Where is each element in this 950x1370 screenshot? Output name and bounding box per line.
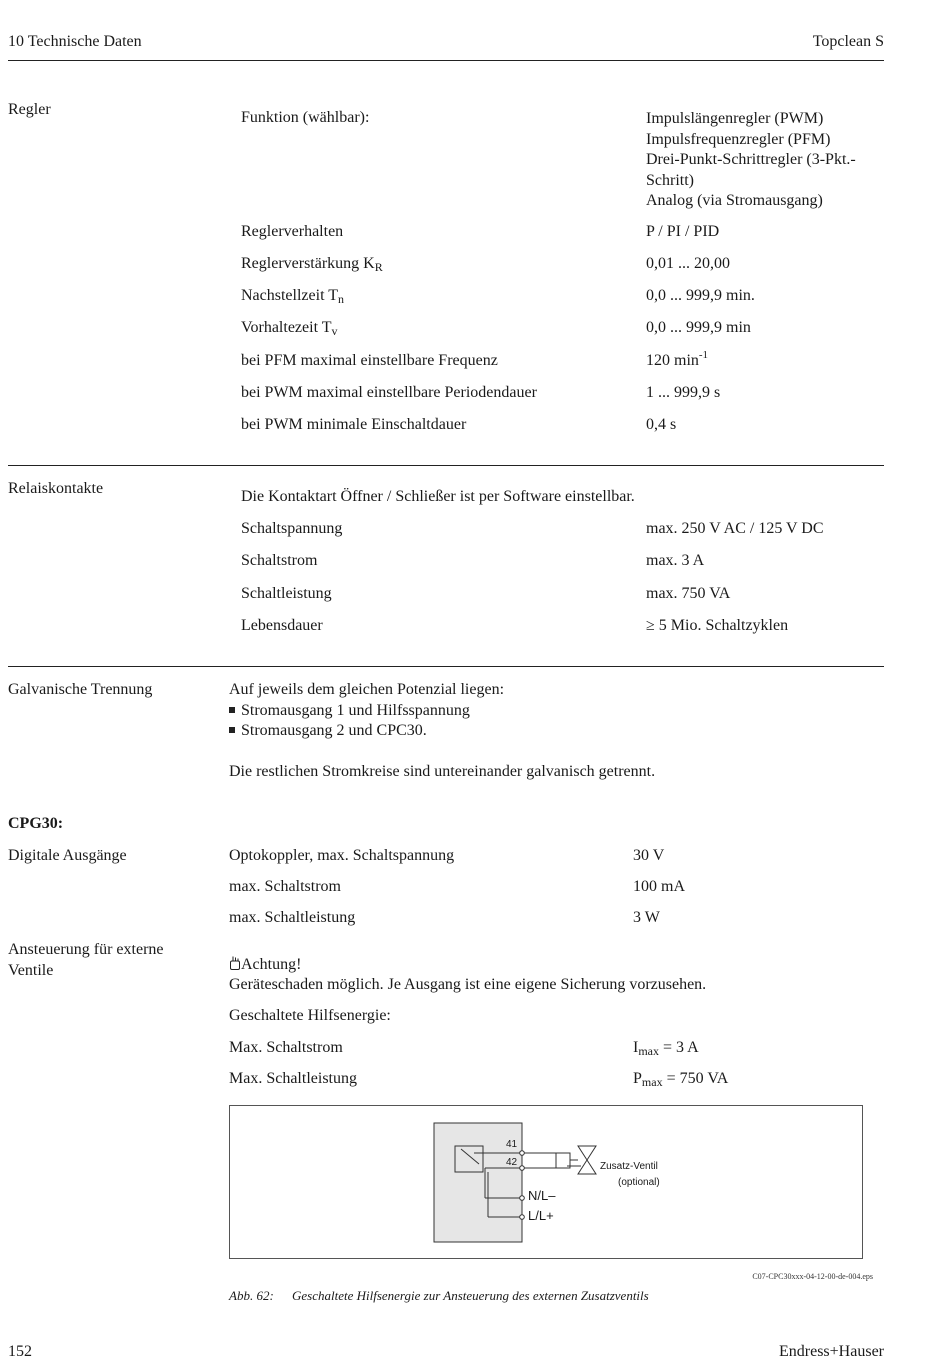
terminal-ll xyxy=(520,1215,525,1220)
regler-row-value: P / PI / PID xyxy=(646,223,720,240)
terminal-nl xyxy=(520,1196,525,1201)
figure-caption-number: Abb. 62: xyxy=(229,1288,274,1303)
hilfs-row-value xyxy=(633,1039,699,1057)
cpg30-digital-title: Digitale Ausgänge xyxy=(8,847,127,864)
cpg30-digital-label: max. Schaltstrom xyxy=(229,878,341,895)
relais-intro: Die Kontaktart Öffner / Schließer ist per Software einstellbar. xyxy=(241,488,635,505)
wiring-figure xyxy=(229,1105,863,1259)
regler-row-value: 0,01 ... 20,00 xyxy=(646,255,730,272)
galvanisch-bullet-text: Stromausgang 2 und CPC30. xyxy=(241,722,427,739)
hilfs-row-symbol: P xyxy=(633,1070,642,1087)
section-galvanisch-title: Galvanische Trennung xyxy=(8,681,153,698)
terminal-42 xyxy=(520,1166,525,1171)
section-relais-title: Relaiskontakte xyxy=(8,480,104,497)
galvanisch-intro: Auf jeweils dem gleichen Potenzial liegen: xyxy=(229,681,505,698)
relais-row-label: Schaltstrom xyxy=(241,552,318,569)
section-regler-title: Regler xyxy=(8,101,51,118)
terminal-42-label: 42 xyxy=(506,1157,518,1168)
relais-row-value: ≥ 5 Mio. Schaltzyklen xyxy=(646,617,789,634)
regler-row-label-text: Reglerverstärkung K xyxy=(241,255,375,272)
cpg30-digital-value: 100 mA xyxy=(633,878,685,895)
footer-brand: Endress+Hauser xyxy=(779,1343,884,1360)
relais-row-value: max. 3 A xyxy=(646,552,705,569)
regler-row-label: Reglerverhalten xyxy=(241,223,344,240)
regler-row-label-sub: R xyxy=(374,260,383,274)
terminal-ll-label: L/L+ xyxy=(528,1208,554,1223)
warning-title: Achtung! xyxy=(241,956,302,973)
relay-switch-box xyxy=(455,1146,483,1172)
section-rule xyxy=(8,666,884,667)
regler-row-label-text: Nachstellzeit T xyxy=(241,287,338,304)
footer-page-number: 152 xyxy=(8,1343,32,1360)
cpg30-ansteuerung-title: Ansteuerung für externe xyxy=(8,941,164,958)
warning-text: Geräteschaden möglich. Je Ausgang ist eine eigene Sicherung vorzusehen. xyxy=(229,976,707,993)
hilfs-row-sub: max xyxy=(641,1075,663,1089)
regler-funktion-value: Drei-Punkt-Schrittregler (3-Pkt.- xyxy=(646,151,856,168)
terminal-nl-label: N/L– xyxy=(528,1188,556,1203)
regler-row-label: bei PFM maximal einstellbare Frequenz xyxy=(241,352,498,369)
regler-row-label: bei PWM minimale Einschaltdauer xyxy=(241,416,467,433)
regler-funktion-label: Funktion (wählbar): xyxy=(241,109,370,126)
hilfs-row-value-text: = 3 A xyxy=(659,1039,699,1056)
regler-row-value-sup: -1 xyxy=(698,349,709,361)
regler-funktion-value: Impulslängenregler (PWM) xyxy=(646,110,824,127)
wiring-diagram xyxy=(230,1106,862,1258)
figure-caption-text: Geschaltete Hilfsenergie zur Ansteuerung des externen Zusatzventils xyxy=(292,1288,649,1303)
regler-row-value: 0,0 ... 999,9 min. xyxy=(646,287,755,304)
regler-row-label xyxy=(241,319,338,337)
hilfs-row-label: Max. Schaltstrom xyxy=(229,1039,343,1056)
regler-row-value: 0,0 ... 999,9 min xyxy=(646,319,751,336)
relais-row-label: Schaltleistung xyxy=(241,585,332,602)
cpg30-digital-label: max. Schaltleistung xyxy=(229,909,356,926)
galvanisch-bullet-text: Stromausgang 1 und Hilfsspannung xyxy=(241,702,470,719)
hilfs-row-value-text: = 750 VA xyxy=(662,1070,729,1087)
cpg30-digital-label: Optokoppler, max. Schaltspannung xyxy=(229,847,455,864)
regler-row-label-text: Vorhaltezeit T xyxy=(241,319,332,336)
regler-row-value: 1 ... 999,9 s xyxy=(646,384,721,401)
regler-row-label xyxy=(241,255,383,273)
regler-row-value: 0,4 s xyxy=(646,416,677,433)
hilfs-row-symbol: I xyxy=(633,1039,639,1056)
regler-row-label: bei PWM maximal einstellbare Periodendauer xyxy=(241,384,537,401)
relais-row-label: Schaltspannung xyxy=(241,520,343,537)
bullet-square-icon xyxy=(229,727,235,733)
regler-funktion-value: Impulsfrequenzregler (PFM) xyxy=(646,130,831,148)
regler-row-value-text: 120 min xyxy=(646,352,699,369)
terminal-41 xyxy=(520,1151,525,1156)
regler-row-label-sub: v xyxy=(331,324,338,338)
galvanisch-bullet xyxy=(229,722,427,740)
figure-caption xyxy=(229,1288,649,1304)
section-cpg30-title: CPG30: xyxy=(8,815,64,832)
terminal-41-label: 41 xyxy=(506,1139,518,1150)
valve-icon xyxy=(578,1146,596,1160)
cpg30-ansteuerung-title: Ventile xyxy=(8,962,54,979)
warning-hand-icon xyxy=(229,955,241,971)
header-rule xyxy=(8,60,884,61)
regler-funktion-value: Analog (via Stromausgang) xyxy=(646,192,823,209)
regler-funktion-values xyxy=(646,109,856,212)
regler-row-label xyxy=(241,287,344,305)
section-rule xyxy=(8,465,884,466)
galvanisch-bullet xyxy=(229,702,470,720)
relais-row-value: max. 250 V AC / 125 V DC xyxy=(646,520,824,537)
hilfsenergie-label: Geschaltete Hilfsenergie: xyxy=(229,1007,391,1024)
relais-row-value: max. 750 VA xyxy=(646,585,731,602)
cpg30-digital-value: 3 W xyxy=(633,909,660,926)
hilfs-row-sub: max xyxy=(638,1044,659,1058)
valve-label: Zusatz-Ventil xyxy=(600,1161,658,1172)
regler-funktion-value: Schritt) xyxy=(646,171,694,189)
bullet-square-icon xyxy=(229,707,235,713)
relais-row-label: Lebensdauer xyxy=(241,617,323,634)
warning-line xyxy=(229,955,301,974)
cpg30-digital-value: 30 V xyxy=(633,847,665,864)
galvanisch-note: Die restlichen Stromkreise sind untereinander galvanisch getrennt. xyxy=(229,763,656,780)
regler-row-label-sub: n xyxy=(338,292,344,306)
header-chapter: 10 Technische Daten xyxy=(8,33,142,50)
valve-optional-label: (optional) xyxy=(618,1177,660,1188)
header-product: Topclean S xyxy=(812,33,884,50)
hilfs-row-label: Max. Schaltleistung xyxy=(229,1070,357,1087)
regler-row-value xyxy=(646,349,709,370)
figure-image-code: C07-CPC30xxx-04-12-00-de-004.eps xyxy=(752,1272,873,1281)
hilfs-row-value xyxy=(633,1070,728,1088)
